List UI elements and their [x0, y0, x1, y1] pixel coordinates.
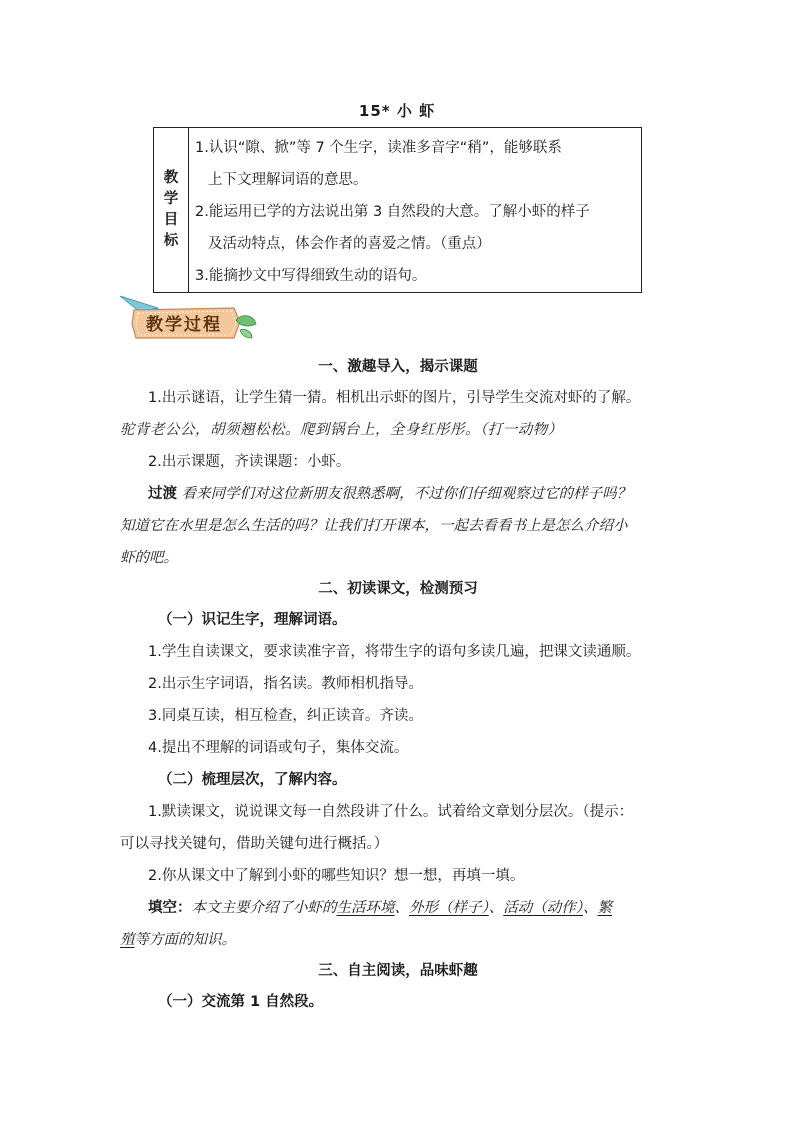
- banner-text: 教学过程: [146, 315, 222, 335]
- list-item: 3.同桌互读，相互检查，纠正读音。齐读。: [148, 708, 423, 724]
- fill-answer: 外形（样子）: [409, 900, 489, 916]
- transition-line: [120, 478, 676, 510]
- paragraph: 2.你从课文中了解到小虾的哪些知识？想一想，再填一填。: [148, 868, 525, 884]
- fill-label: 填空：: [148, 900, 192, 916]
- fill-answer: 繁: [597, 900, 612, 916]
- teaching-process-banner: [118, 290, 258, 346]
- section-heading: 二、初读课文，检测预习: [318, 581, 478, 597]
- goals-heading-char: 目: [163, 212, 179, 228]
- goal-line: 3.能摘抄文中写得细致生动的语句。: [195, 268, 427, 284]
- list-item: 1.学生自读课文，要求读准字音，将带生字的语句多读几遍，把课文读通顺。: [148, 644, 641, 660]
- transition-text: 看来同学们对这位新朋友很熟悉啊，不过你们仔细观察过它的样子吗？: [181, 486, 632, 502]
- goals-heading: [154, 128, 189, 293]
- lesson-title: 15* 小 虾: [358, 102, 436, 120]
- goals-heading-char: 标: [163, 233, 179, 249]
- fill-blank-line: [120, 892, 676, 924]
- transition-label: 过渡: [148, 486, 177, 502]
- fill-sep: 、: [394, 900, 409, 916]
- lesson-content: [120, 352, 676, 1018]
- list-item: 4.提出不理解的词语或句子，集体交流。: [148, 740, 409, 756]
- transition-line: 虾的吧。: [120, 550, 178, 566]
- fill-sep: 、: [583, 900, 598, 916]
- paragraph: 1.出示谜语，让学生猜一猜。相机出示虾的图片，引导学生交流对虾的了解。: [148, 390, 641, 406]
- list-item: 2.出示生字词语，指名读。教师相机指导。: [148, 676, 423, 692]
- goal-line: 2.能运用已学的方法说出第 3 自然段的大意。了解小虾的样子: [195, 204, 590, 220]
- fill-text: 本文主要介绍了小虾的: [191, 900, 337, 916]
- subsection-heading: （二）梳理层次，了解内容。: [158, 772, 347, 788]
- section-heading: 一、激趣导入，揭示课题: [318, 359, 478, 375]
- paragraph: 2.出示课题，齐读课题：小虾。: [148, 454, 351, 470]
- transition-line: 知道它在水里是怎么生活的吗？让我们打开课本，一起去看看书上是怎么介绍小: [120, 518, 628, 534]
- subsection-heading: （一）识记生字，理解词语。: [158, 612, 347, 628]
- goals-heading-char: 学: [163, 191, 179, 207]
- goal-line: 1.认识“隙、掀”等 7 个生字，读准多音字“稍”，能够联系: [195, 140, 562, 156]
- paragraph: 1.默读课文，说说课文每一自然段讲了什么。试着给文章划分层次。（提示：: [148, 804, 634, 820]
- paragraph: 可以寻找关键句，借助关键句进行概括。）: [120, 836, 389, 852]
- teaching-goals-table: [153, 127, 642, 293]
- fill-text: 等方面的知识。: [134, 932, 236, 948]
- section-heading: 三、自主阅读，品味虾趣: [318, 963, 478, 979]
- goals-heading-char: 教: [163, 170, 179, 186]
- fill-answer: 活动（动作）: [503, 900, 583, 916]
- goal-line: 上下文理解词语的意思。: [208, 172, 368, 188]
- subsection-heading: （一）交流第 1 自然段。: [158, 994, 324, 1010]
- fill-answer: 生活环境: [336, 900, 395, 916]
- fill-sep: 、: [488, 900, 504, 916]
- riddle-text: 驼背老公公，胡须翘松松。爬到锅台上，全身红彤彤。（打一动物）: [120, 422, 563, 438]
- fill-answer: 殖: [120, 932, 135, 948]
- goal-line: 及活动特点，体会作者的喜爱之情。（重点）: [208, 236, 491, 252]
- fill-blank-line: [120, 924, 676, 956]
- goals-body: [189, 128, 642, 293]
